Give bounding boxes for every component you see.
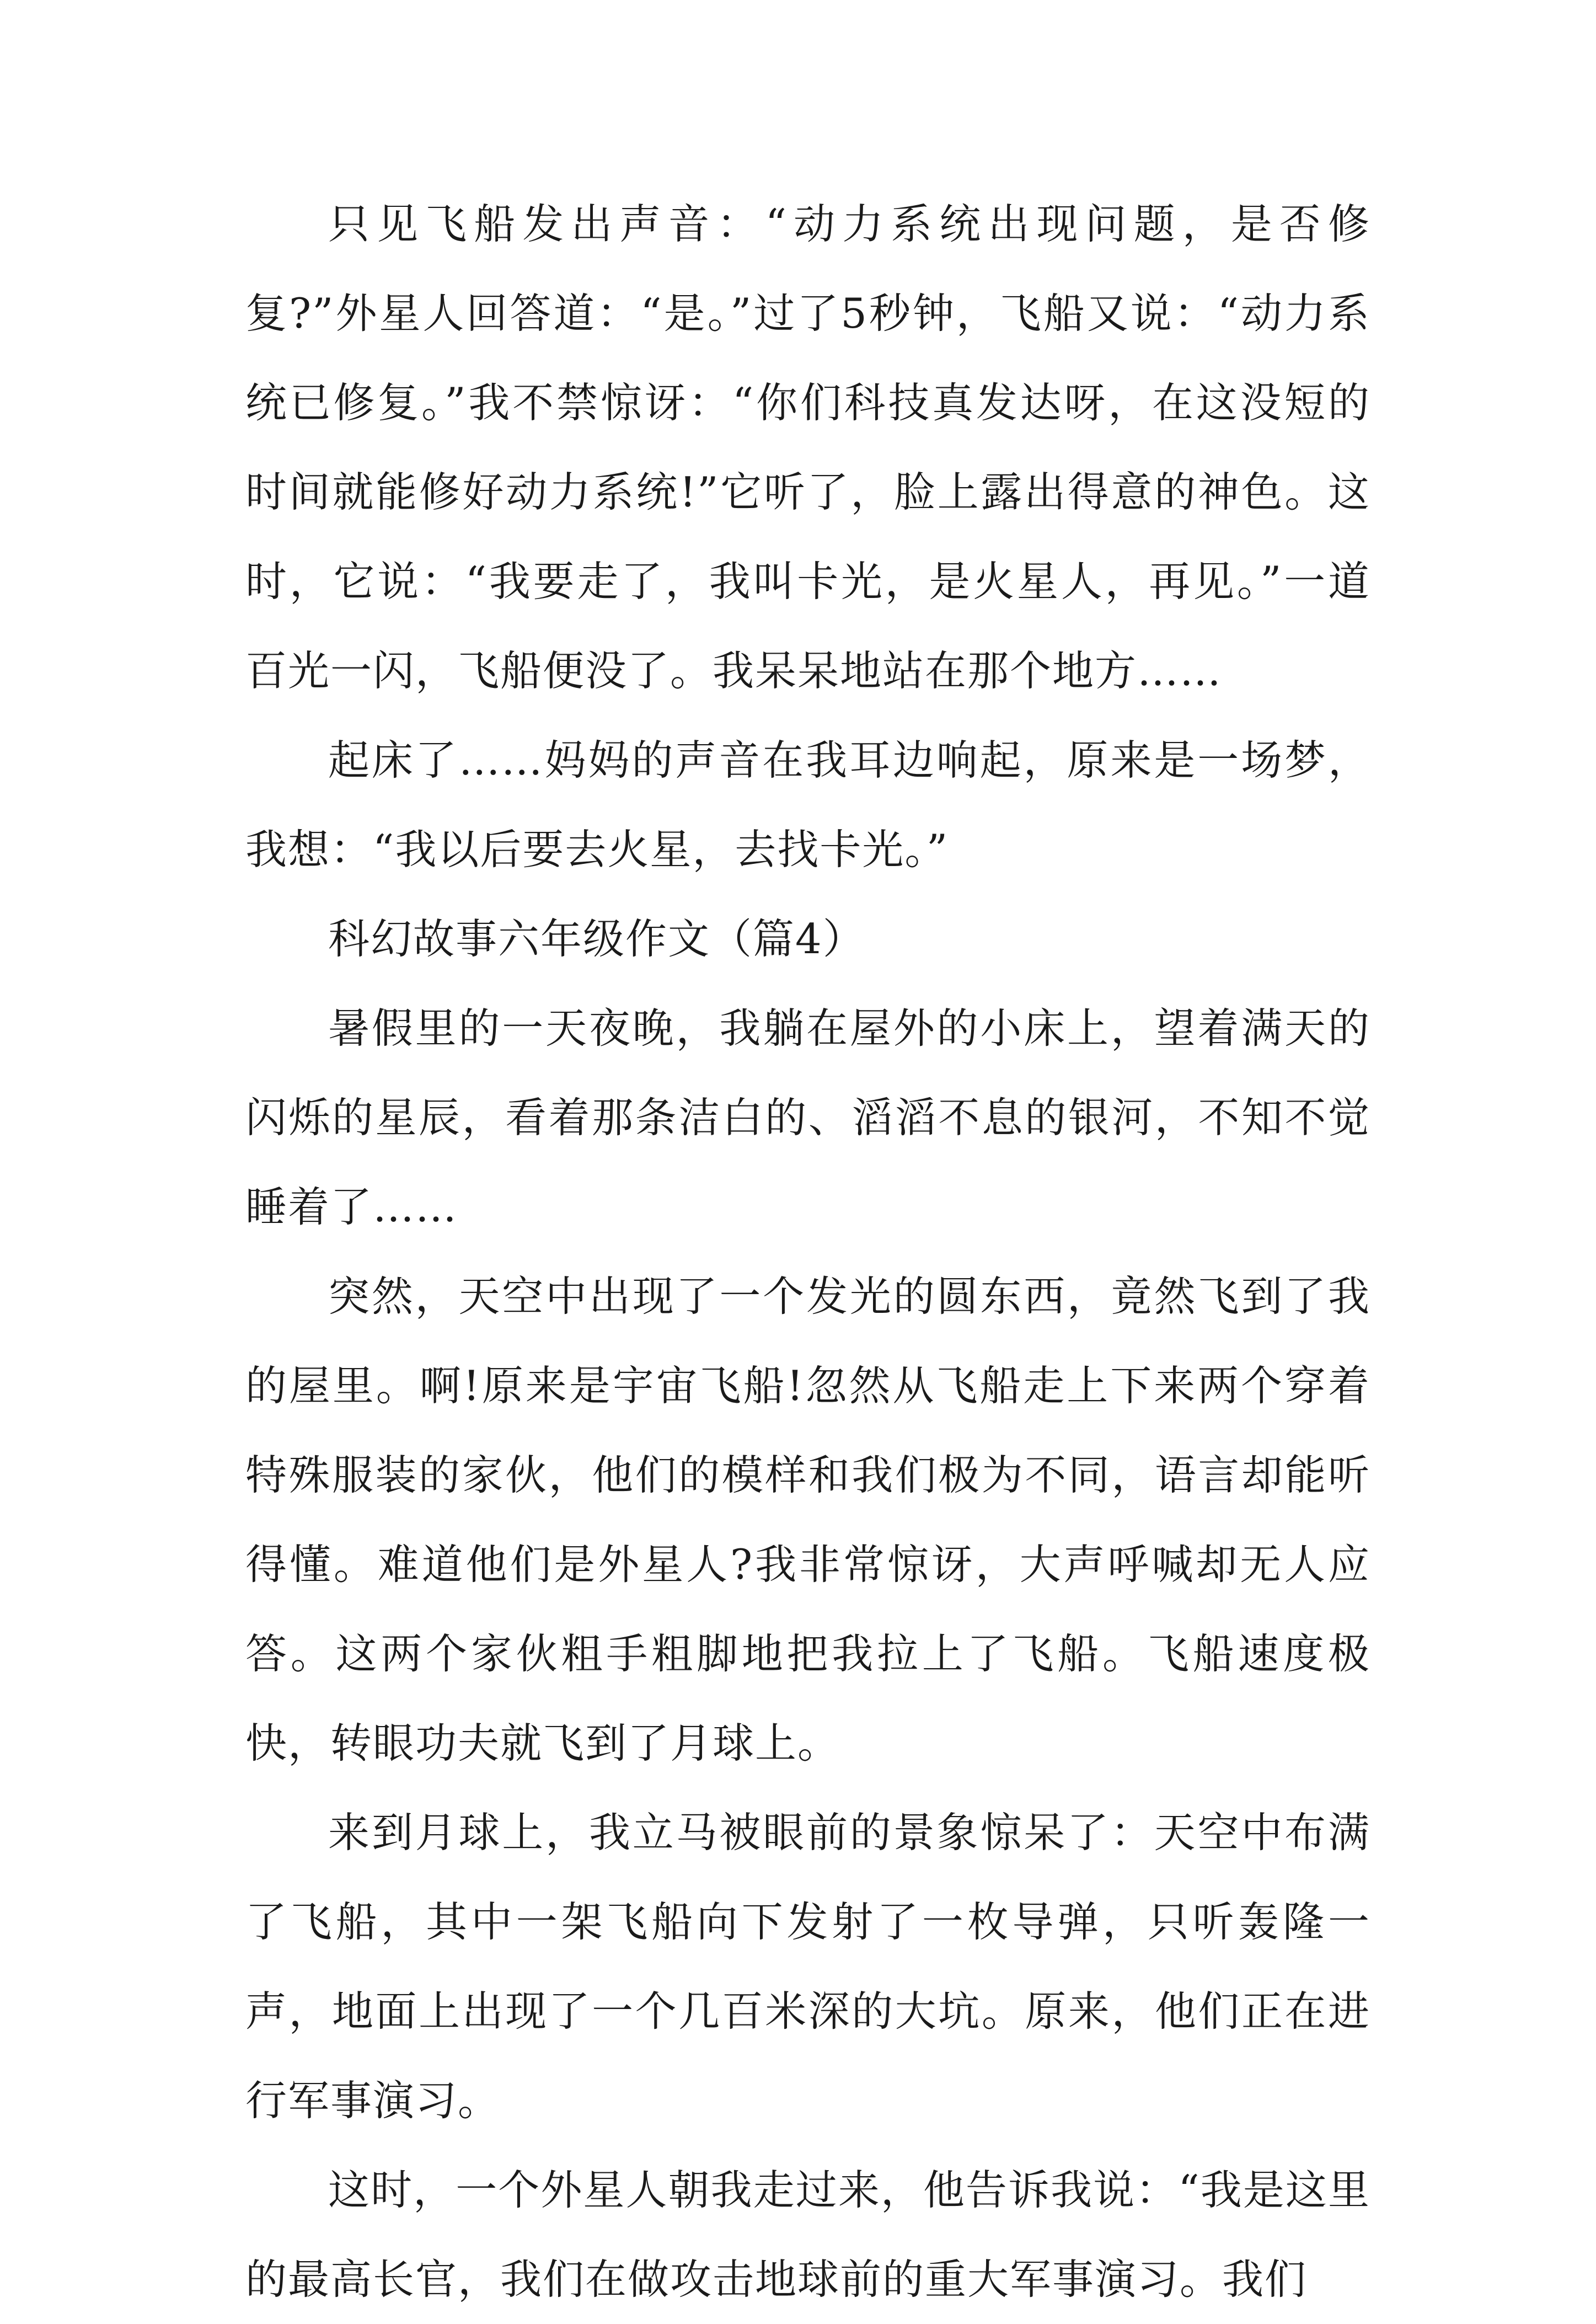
paragraph: 突然，天空中出现了一个发光的圆东西，竟然飞到了我的屋里。啊!原来是宇宙飞船!忽然从飞船走上下来两个穿着特殊服装的家伙，他们的模样和我们极为不同，语言却能听得懂。难道他们是外星人?我非常惊讶，大声呼喊却无人应答。这两个家伙粗手粗脚地把我拉上了飞船。飞船速度极快，转眼功夫就飞到了月球上。	[245, 1272, 1370, 1767]
paragraph: 起床了……妈妈的声音在我耳边响起，原来是一场梦，我想：“我以后要去火星，去找卡光。”	[245, 736, 1370, 874]
document-page	[245, 179, 1370, 2324]
paragraph: 来到月球上，我立马被眼前的景象惊呆了：天空中布满了飞船，其中一架飞船向下发射了一枚导弹，只听轰隆一声，地面上出现了一个几百米深的大坑。原来，他们正在进行军事演习。	[245, 1808, 1370, 2125]
paragraph: 暑假里的一天夜晚，我躺在屋外的小床上，望着满天的闪烁的星辰，看着那条洁白的、滔滔不息的银河，不知不觉睡着了……	[245, 1004, 1370, 1231]
paragraph: 只见飞船发出声音：“动力系统出现问题，是否修复?”外星人回答道：“是。”过了5秒钟，飞船又说：“动力系统已修复。”我不禁惊讶：“你们科技真发达呀，在这没短的时间就能修好动力系统!”它听了，脸上露出得意的神色。这时，它说：“我要走了，我叫卡光，是火星人，再见。”一道百光一闪，飞船便没了。我呆呆地站在那个地方……	[245, 200, 1370, 695]
section-title: 科幻故事六年级作文（篇4）	[328, 915, 865, 963]
paragraph: 这时，一个外星人朝我走过来，他告诉我说：“我是这里的最高长官，我们在做攻击地球前的重大军事演习。我们	[245, 2166, 1370, 2304]
